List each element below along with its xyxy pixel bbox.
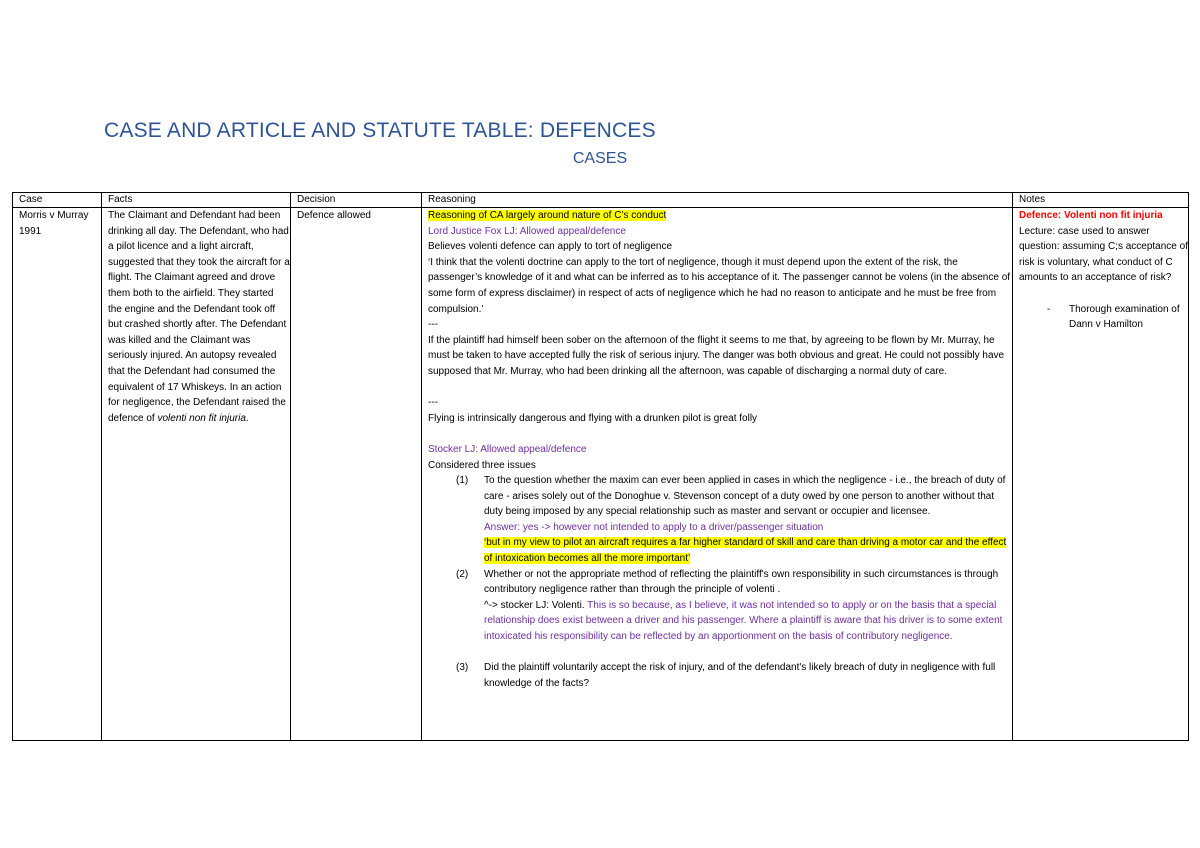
reasoning-highlight: Reasoning of CA largely around nature of C’s conduct bbox=[428, 210, 667, 221]
bullet-text: Thorough examination of Dann v Hamilton bbox=[1069, 303, 1180, 331]
issue-answer: Answer: yes -> however not intended to apply to a driver/passenger situation bbox=[484, 521, 824, 533]
section-subtitle bbox=[0, 150, 1200, 168]
fox-belief: Believes volenti defence can apply to tort of negligence bbox=[428, 241, 673, 253]
cell-reasoning bbox=[422, 208, 1013, 741]
issue-text: Did the plaintiff voluntarily accept the risk of injury, and of the defendant's likely breach of duty in negligence with full knowledge of the facts? bbox=[484, 662, 996, 689]
issue-item bbox=[428, 567, 1012, 645]
issue-number: (3) bbox=[456, 662, 469, 674]
issue-text: Whether or not the appropriate method of reflecting the plaintiff's own responsibility in such circumstances is through contributory negligence rather than through the principle of volenti . bbox=[484, 568, 999, 596]
issue-quote: ‘but in my view to pilot an aircraft requires a far higher standard of skill and care than driving a motor car and the effect of intoxication becomes all the more important’ bbox=[484, 537, 1007, 565]
issue-number: (2) bbox=[456, 568, 469, 580]
header-reasoning: Reasoning bbox=[422, 193, 1013, 208]
stocker-heading: Stocker LJ: Allowed appeal/defence bbox=[428, 443, 587, 455]
cell-notes bbox=[1013, 208, 1189, 741]
facts-tail-italic: volenti non fit injuria bbox=[157, 412, 246, 424]
table-row bbox=[13, 208, 1189, 741]
bullet-dash: - bbox=[1047, 303, 1051, 315]
issue-text: To the question whether the maxim can ever been applied in cases in which the negligence - i.e., the breach of duty of care - arises solely out of the Donoghue v. Stevenson concept of a duty owed by one person to another without that duty being imposed by any special relationship such as master and servant or occupier and licensee. bbox=[484, 475, 1006, 518]
cases-table bbox=[12, 192, 1189, 741]
document-title: CASE AND ARTICLE AND STATUTE TABLE: DEFENCES bbox=[104, 119, 656, 142]
header-facts: Facts bbox=[102, 193, 291, 208]
considered-issues: Considered three issues bbox=[428, 459, 536, 471]
fox-quote: ‘I think that the volenti doctrine can apply to the tort of negligence, though it must depend upon the extent of the risk, the passenger’s knowledge of it and what can be inferred as to his acceptance of it. The passenger cannot be volens (in the absence of some form of express disclaimer) in respect of acts of negligence which he had no reason to anticipate and he must be free from compulsion.’ bbox=[428, 256, 1011, 315]
flying-note: Flying is intrinsically dangerous and flying with a drunken pilot is great folly bbox=[428, 412, 758, 424]
header-notes: Notes bbox=[1013, 193, 1189, 208]
header-decision: Decision bbox=[291, 193, 422, 208]
facts-tail-suffix: . bbox=[245, 412, 249, 424]
table-header-row bbox=[13, 193, 1189, 208]
facts-tail-prefix: of bbox=[146, 412, 158, 424]
separator: --- bbox=[428, 319, 438, 331]
notes-lecture: Lecture: case used to answer question: assuming C;s acceptance of risk is voluntary, what conduct of C amounts to an acceptance of risk? bbox=[1019, 225, 1188, 284]
issue-answer-prefix: ^-> stocker LJ: Volenti. bbox=[484, 599, 585, 611]
cell-facts bbox=[102, 208, 291, 741]
issues-list bbox=[428, 473, 1012, 691]
issue-answer: This is so because, as I believe, it was not intended so to apply or on the basis that a special relationship does exist between a driver and his passenger. Where a plaintiff is aware that his driver is to some extent intoxicated his responsibility can be reflected by an apportionment on the basis of contributory negligence. bbox=[484, 599, 1003, 643]
issue-item bbox=[428, 473, 1012, 567]
cell-decision: Defence allowed bbox=[291, 208, 422, 741]
section-subtitle-text: CASES bbox=[572, 150, 628, 167]
facts-text: The Claimant and Defendant had been drinking all day. The Defendant, who had a pilot licence and a light aircraft, suggested that they took the aircraft for a flight. The Claimant agreed and drove them both to the airfield. They started the engine and the Defendant took off but crashed shortly after. The Defendant was killed and the Claimant was seriously injured. An autopsy revealed that the Defendant had consumed the equivalent of 17 Whiskeys. In an action for negligence, the Defendant raised the defence bbox=[108, 210, 290, 424]
fox-quote-2: If the plaintiff had himself been sober on the afternoon of the flight it seems to me that, by agreeing to be flown by Mr. Murray, he must be taken to have accepted fully the risk of serious injury. The danger was both obvious and great. He could not possibly have supposed that Mr. Murray, who had been drinking all the afternoon, was capable of discharging a normal duty of care. bbox=[428, 334, 1005, 377]
notes-bullet-item bbox=[1019, 302, 1188, 333]
notes-defence: Defence: Volenti non fit injuria bbox=[1019, 210, 1163, 221]
separator: --- bbox=[428, 397, 438, 409]
issue-number: (1) bbox=[456, 475, 469, 487]
cell-case: Morris v Murray 1991 bbox=[13, 208, 102, 741]
header-case: Case bbox=[13, 193, 102, 208]
issue-item bbox=[428, 660, 1012, 691]
fox-heading: Lord Justice Fox LJ: Allowed appeal/defence bbox=[428, 225, 626, 237]
